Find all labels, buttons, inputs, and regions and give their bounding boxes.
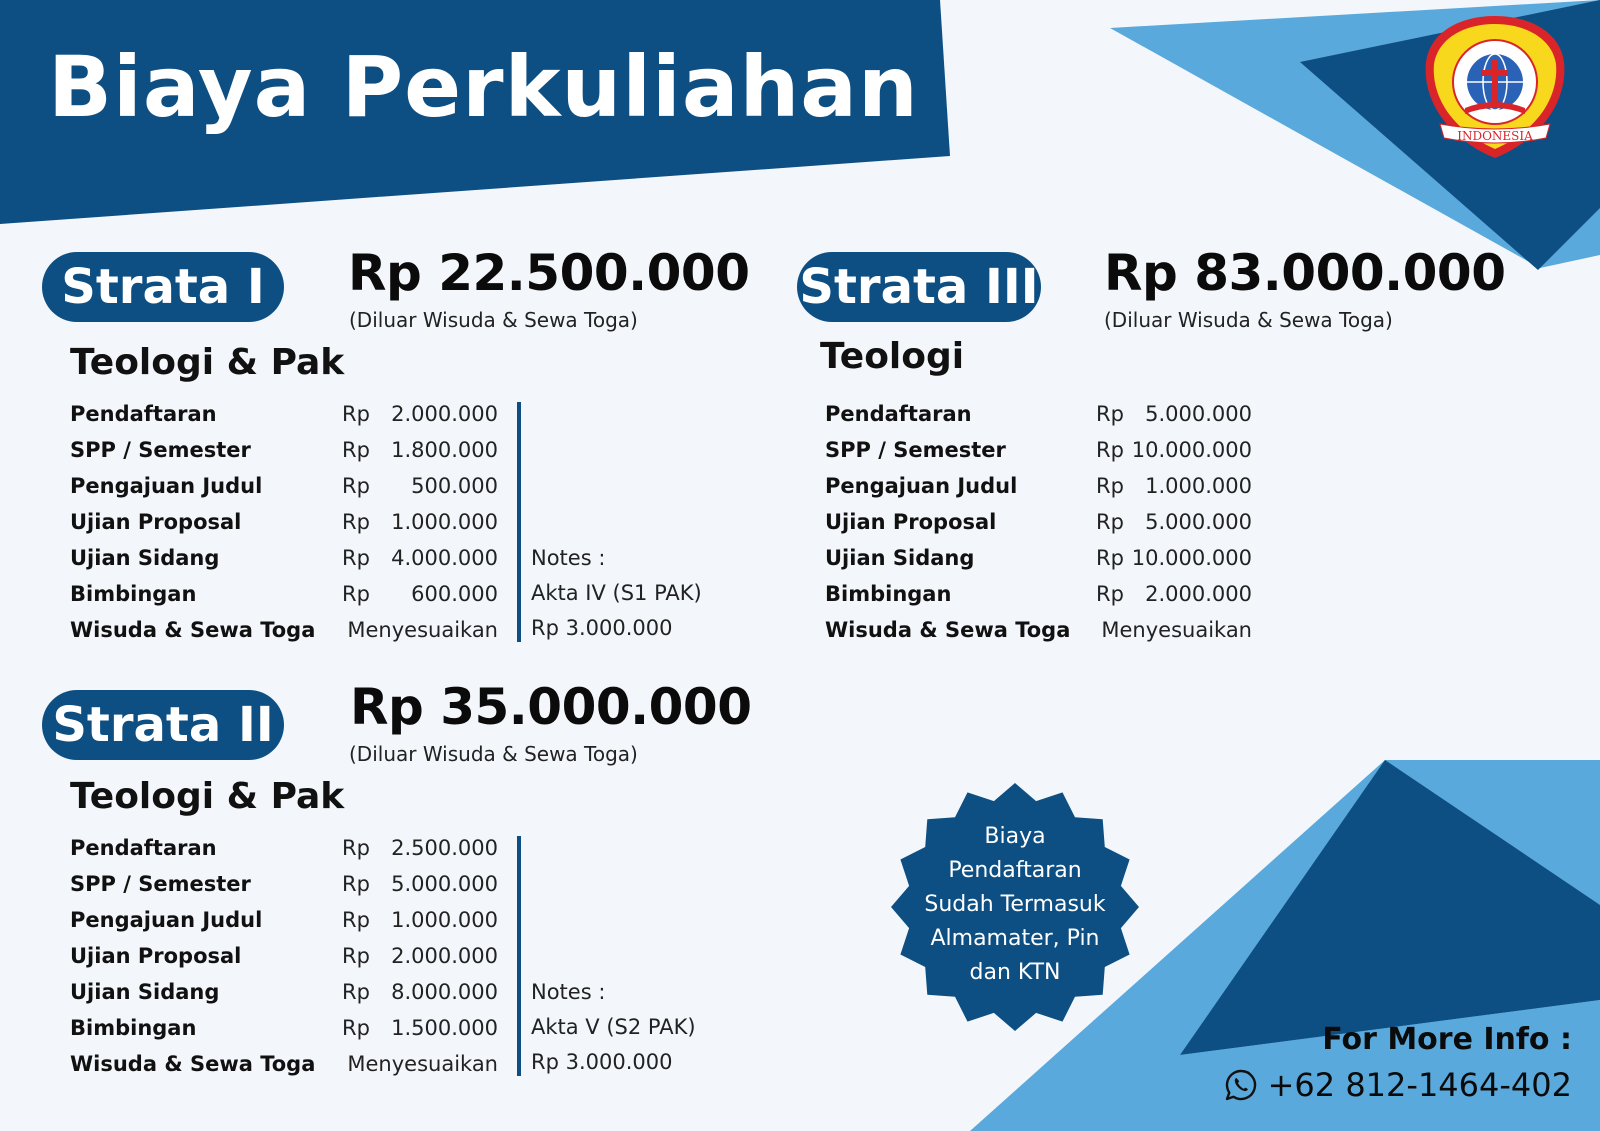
fee-row [825,402,1265,438]
fee-label: SPP / Semester [70,438,251,462]
fee-amount: 5.000.000 [1145,402,1252,426]
fee-label: Pengajuan Judul [70,474,263,498]
strata-2-pill: Strata II [42,690,284,760]
fee-label: Bimbingan [70,1016,197,1040]
strata-1-total-note: (Diluar Wisuda & Sewa Toga) [349,308,638,332]
fee-label: Bimbingan [70,582,197,606]
fee-currency: Rp [1096,582,1124,606]
fee-currency: Rp [342,980,370,1004]
fee-label: Pengajuan Judul [825,474,1018,498]
badge-text [905,820,1125,990]
fee-currency: Rp [1096,474,1124,498]
fee-row [70,872,510,908]
fee-label: Ujian Sidang [825,546,975,570]
fee-amount: 500.000 [411,474,498,498]
fee-row [70,944,510,980]
fee-label: Pendaftaran [825,402,972,426]
fee-amount: 1.000.000 [391,510,498,534]
fee-label: Ujian Sidang [70,980,220,1004]
fee-amount: 5.000.000 [391,872,498,896]
page-title: Biaya Perkuliahan [48,38,919,136]
strata-1-pill: Strata I [42,252,284,322]
fee-amount: 2.000.000 [1145,582,1252,606]
fee-value: Menyesuaikan [347,618,498,642]
fee-amount: 5.000.000 [1145,510,1252,534]
fee-amount: 2.000.000 [391,944,498,968]
contact-title: For More Info : [1322,1022,1572,1057]
fee-amount: 1.500.000 [391,1016,498,1040]
fee-label: Wisuda & Sewa Toga [825,618,1071,642]
fee-label: Ujian Sidang [70,546,220,570]
strata-2-total-note: (Diluar Wisuda & Sewa Toga) [349,742,638,766]
fee-label: Pengajuan Judul [70,908,263,932]
strata-1-notes [531,541,702,646]
fee-amount: 10.000.000 [1131,438,1252,462]
school-logo [1420,12,1570,162]
strata-2-field: Teologi & Pak [70,776,345,817]
phone-number[interactable]: +62 812-1464-402 [1267,1066,1572,1104]
fee-amount: 2.000.000 [391,402,498,426]
fee-currency: Rp [342,402,370,426]
strata-2-notes [531,975,696,1080]
fee-currency: Rp [1096,438,1124,462]
fee-row [70,474,510,510]
fee-currency: Rp [342,582,370,606]
fee-row [825,582,1265,618]
strata-1-total: Rp 22.500.000 [348,244,750,302]
fee-currency: Rp [342,510,370,534]
fee-label: Ujian Proposal [825,510,997,534]
strata-1-divider [517,402,521,642]
fee-row [70,402,510,438]
strata-2-divider [517,836,521,1076]
fee-row [70,618,510,654]
fee-currency: Rp [342,474,370,498]
fee-amount: 600.000 [411,582,498,606]
fee-row [825,618,1265,654]
fee-amount: 4.000.000 [391,546,498,570]
strata-3-pill: Strata III [797,252,1041,322]
strata-3-total: Rp 83.000.000 [1104,244,1506,302]
fee-value: Menyesuaikan [347,1052,498,1076]
svg-text:INDONESIA: INDONESIA [1457,129,1533,143]
notes-item: Akta V (S2 PAK) [531,1015,696,1039]
fee-amount: 2.500.000 [391,836,498,860]
fee-currency: Rp [1096,402,1124,426]
fee-label: Wisuda & Sewa Toga [70,618,316,642]
strata-3-total-note: (Diluar Wisuda & Sewa Toga) [1104,308,1393,332]
fee-label: Pendaftaran [70,836,217,860]
fee-row [70,980,510,1016]
strata-3-field: Teologi [820,336,965,377]
fee-currency: Rp [342,546,370,570]
strata-1-field: Teologi & Pak [70,342,345,383]
badge-line: Sudah Termasuk [924,892,1106,917]
badge-line: Pendaftaran [948,858,1082,883]
fee-row [70,908,510,944]
badge-line: Almamater, Pin [930,926,1100,951]
notes-price: Rp 3.000.000 [531,1050,673,1074]
fee-currency: Rp [342,944,370,968]
fee-row [825,474,1265,510]
fee-label: Ujian Proposal [70,944,242,968]
fee-label: Bimbingan [825,582,952,606]
badge-line: dan KTN [969,960,1061,985]
notes-price: Rp 3.000.000 [531,616,673,640]
fee-row [70,546,510,582]
fee-label: Ujian Proposal [70,510,242,534]
fee-label: SPP / Semester [70,872,251,896]
strata-2-total: Rp 35.000.000 [350,678,752,736]
fee-row [70,836,510,872]
fee-row [70,510,510,546]
fee-currency: Rp [342,836,370,860]
fee-label: SPP / Semester [825,438,1006,462]
fee-currency: Rp [342,908,370,932]
fee-label: Pendaftaran [70,402,217,426]
fee-value: Menyesuaikan [1101,618,1252,642]
fee-amount: 1.000.000 [1145,474,1252,498]
fee-currency: Rp [342,438,370,462]
fee-row [825,438,1265,474]
fee-currency: Rp [342,1016,370,1040]
whatsapp-icon [1224,1068,1258,1102]
fee-amount: 1.800.000 [391,438,498,462]
fee-row [70,438,510,474]
badge-line: Biaya [984,824,1046,849]
fee-row [70,1052,510,1088]
notes-title: Notes : [531,980,606,1004]
fee-label: Wisuda & Sewa Toga [70,1052,316,1076]
fee-amount: 8.000.000 [391,980,498,1004]
fee-row [825,546,1265,582]
fee-row [70,1016,510,1052]
notes-item: Akta IV (S1 PAK) [531,581,702,605]
contact-phone-row[interactable] [1224,1066,1572,1106]
fee-currency: Rp [1096,546,1124,570]
fee-currency: Rp [342,872,370,896]
fee-amount: 1.000.000 [391,908,498,932]
fee-row [70,582,510,618]
fee-amount: 10.000.000 [1131,546,1252,570]
fee-row [825,510,1265,546]
notes-title: Notes : [531,546,606,570]
fee-currency: Rp [1096,510,1124,534]
